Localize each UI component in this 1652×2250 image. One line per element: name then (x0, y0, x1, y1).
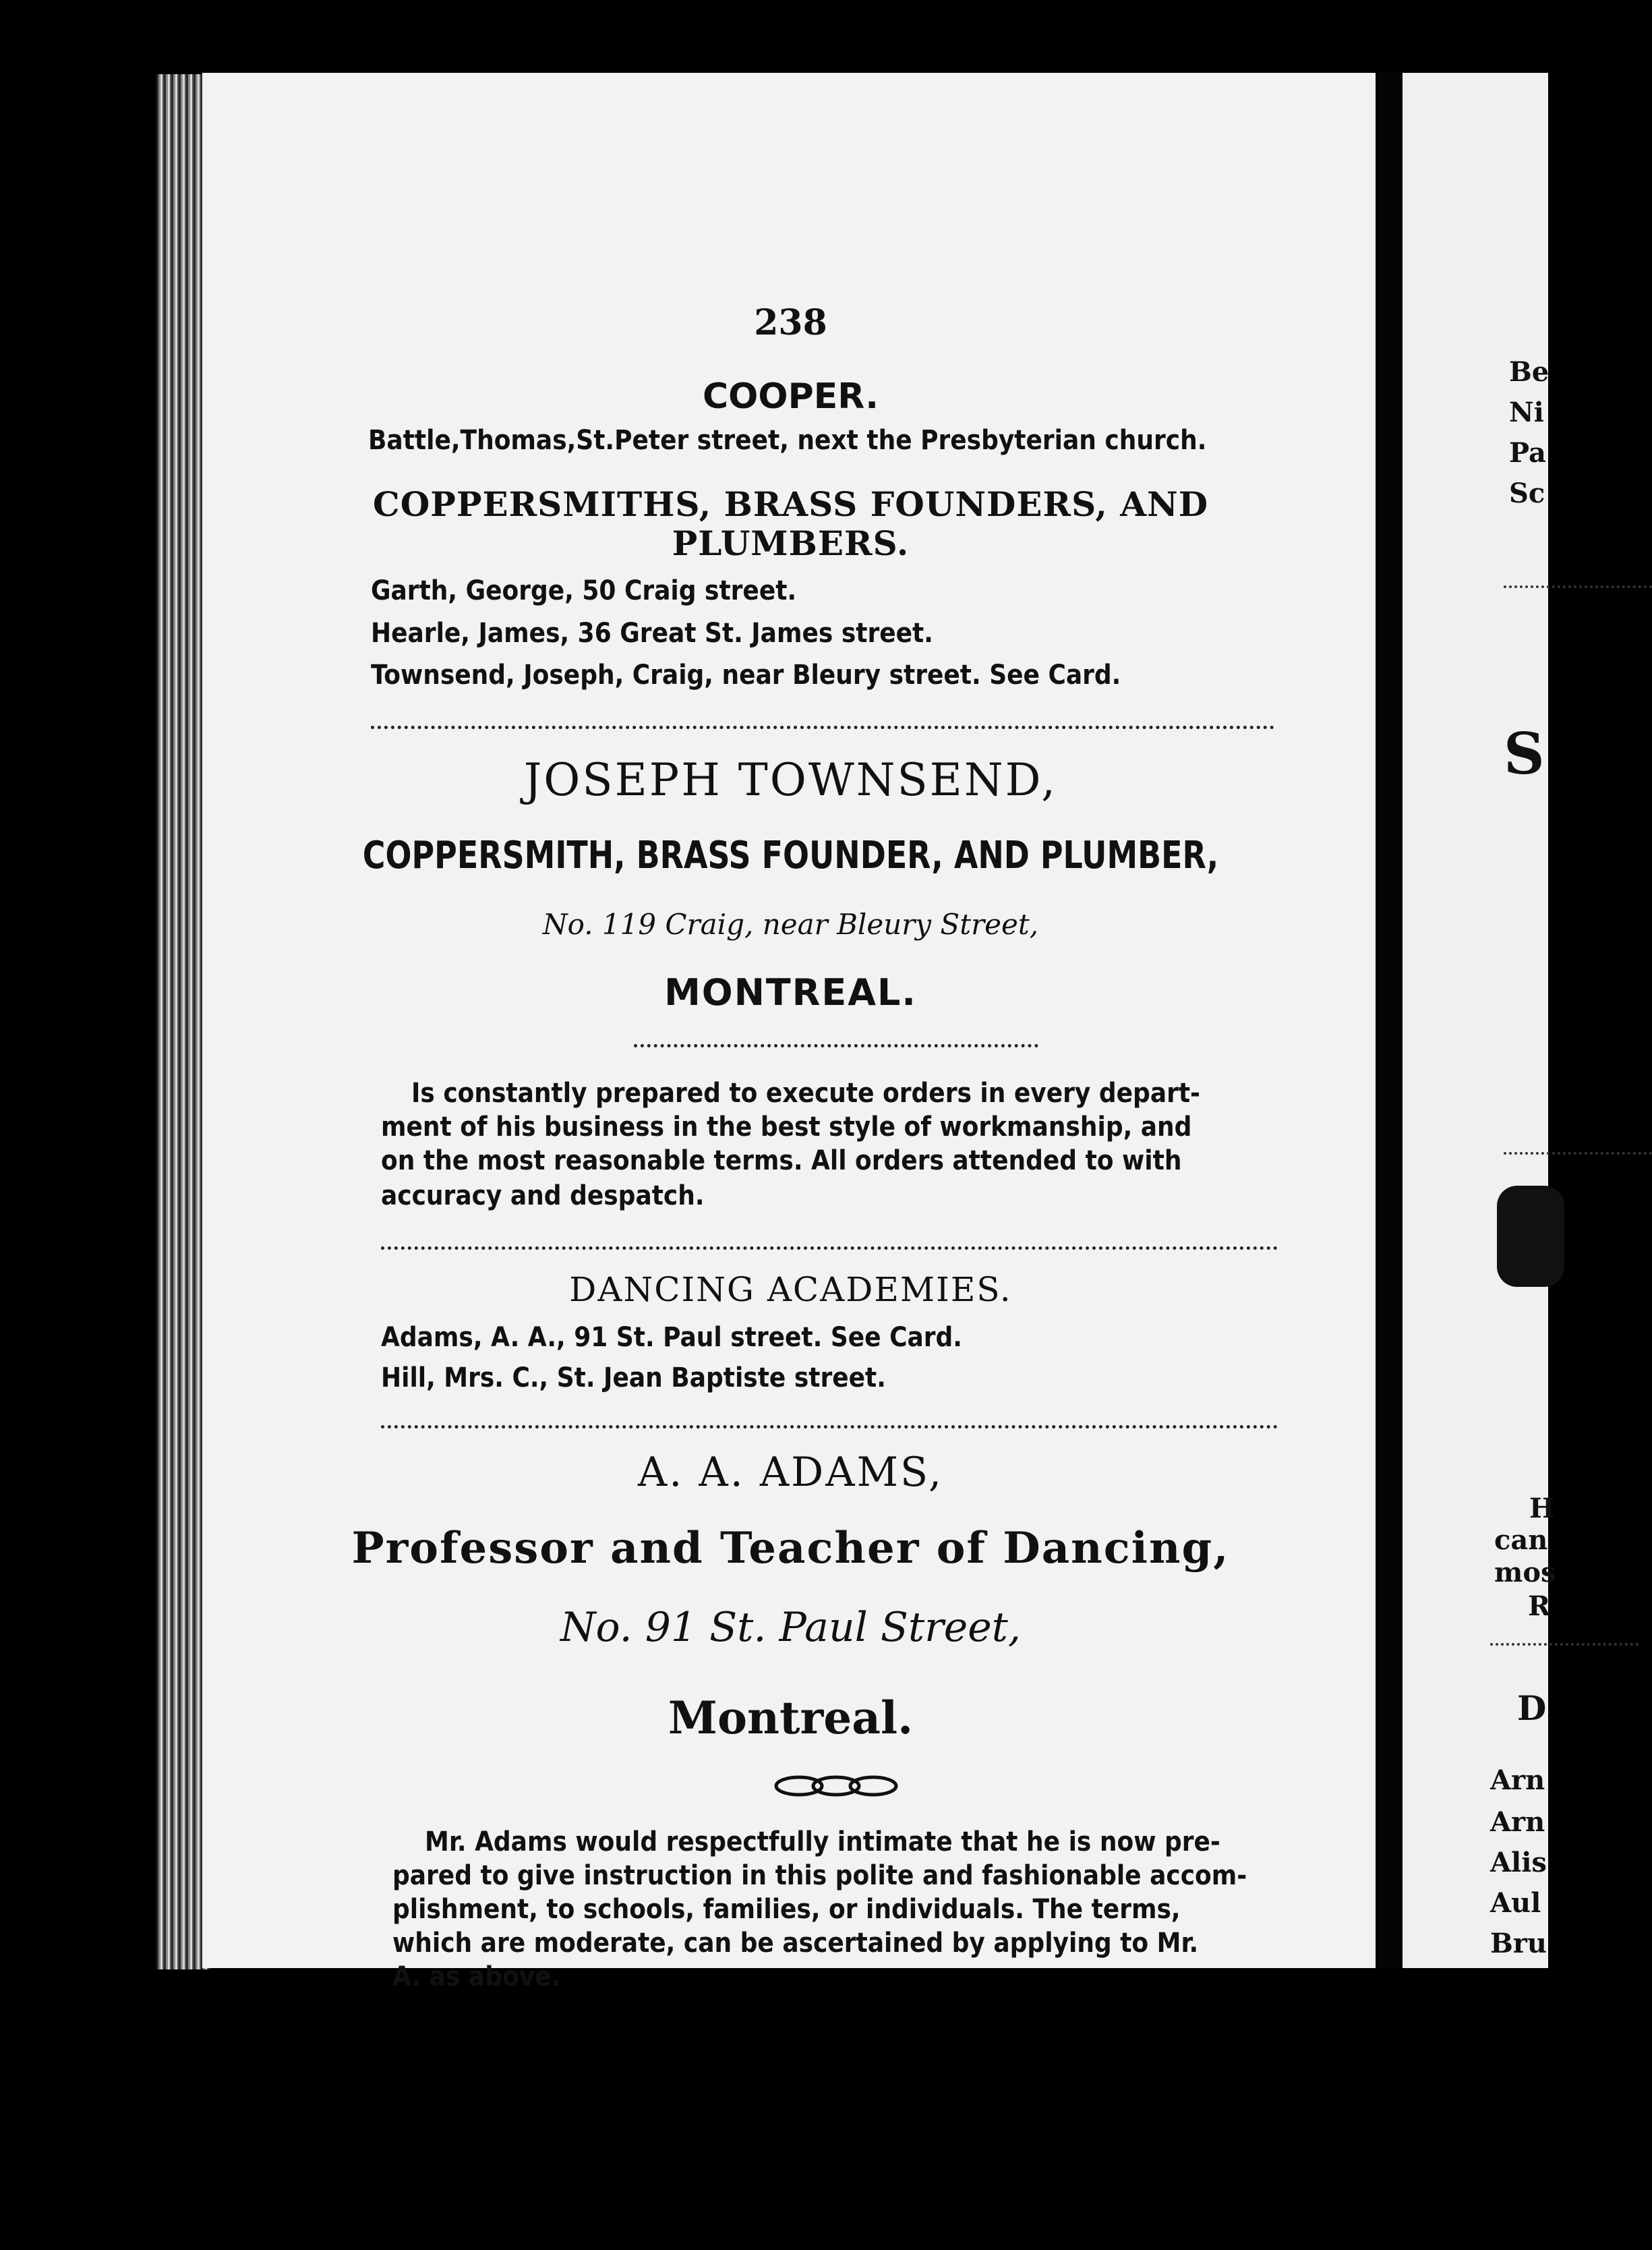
adams-city: Montreal. (668, 1692, 914, 1744)
facing-rule (1504, 585, 1652, 588)
adams-name: A. A. ADAMS, (637, 1449, 944, 1496)
dancing-entry: Hill, Mrs. C., St. Jean Baptiste street. (381, 1362, 886, 1393)
dancing-entry: Adams, A. A., 91 St. Paul street. See Card. (381, 1322, 962, 1353)
townsend-body-line: ment of his business in the best style of workmanship, and (381, 1112, 1192, 1143)
adams-body-line: pared to give instruction in this polite and fashionable accom- (392, 1860, 1247, 1891)
facing-fragment: S (1504, 720, 1545, 787)
facing-fragment: mos (1494, 1557, 1556, 1588)
page-number: 238 (754, 302, 827, 343)
section-rule (381, 1425, 1278, 1429)
coppersmith-entry: Townsend, Joseph, Craig, near Bleury street. See Card. (371, 660, 1121, 691)
adams-body-line: Mr. Adams would respectfully intimate that he is now pre- (425, 1826, 1220, 1857)
townsend-address: No. 119 Craig, near Bleury Street, (542, 908, 1039, 941)
facing-fragment: Be (1509, 356, 1550, 388)
facing-fragment: can (1494, 1524, 1548, 1556)
heading-coppersmiths: COPPERSMITHS, BRASS FOUNDERS, AND (372, 484, 1209, 524)
facing-fragment: H (1529, 1493, 1555, 1524)
townsend-body-line: Is constantly prepared to execute orders in every depart- (411, 1078, 1200, 1109)
facing-rule (1490, 1643, 1639, 1646)
facing-fragment: Sc (1509, 478, 1545, 509)
cooper-entry: Battle,Thomas,St.Peter street, next the Presbyterian church. (368, 425, 1207, 456)
ornament-divider (772, 1772, 900, 1799)
section-rule (371, 726, 1274, 729)
facing-ornament (1497, 1186, 1564, 1287)
townsend-trade: COPPERSMITH, BRASS FOUNDER, AND PLUMBER, (362, 834, 1219, 877)
heading-cooper: COOPER. (703, 376, 879, 417)
facing-fragment: Bru (1490, 1928, 1547, 1959)
section-rule (381, 1246, 1278, 1250)
townsend-city: MONTREAL. (664, 971, 917, 1014)
facing-fragment: Alis (1490, 1847, 1547, 1878)
ad-rule (634, 1044, 1038, 1047)
townsend-name: JOSEPH TOWNSEND, (523, 754, 1058, 806)
facing-fragment: R (1528, 1590, 1551, 1622)
facing-fragment: Ni (1509, 397, 1544, 428)
adams-body-line: plishment, to schools, families, or individuals. The terms, (392, 1894, 1181, 1925)
adams-title: Professor and Teacher of Dancing, (351, 1523, 1230, 1574)
facing-page (1403, 73, 1556, 1968)
facing-fragment: Pa (1509, 437, 1546, 469)
townsend-body-line: accuracy and despatch. (381, 1180, 705, 1211)
adams-address: No. 91 St. Paul Street, (560, 1604, 1021, 1651)
book-page (202, 73, 1379, 1992)
adams-body-line: which are moderate, can be ascertained by applying to Mr. (392, 1928, 1199, 1959)
townsend-body-line: on the most reasonable terms. All orders attended to with (381, 1145, 1182, 1176)
coppersmith-entry: Hearle, James, 36 Great St. James street. (371, 618, 933, 649)
facing-fragment: D (1517, 1688, 1547, 1728)
facing-fragment: Arn (1490, 1764, 1545, 1796)
heading-coppersmiths-line2: PLUMBERS. (672, 523, 910, 563)
facing-fragment: Arn (1490, 1806, 1545, 1838)
heading-dancing: DANCING ACADEMIES. (569, 1270, 1012, 1309)
facing-rule (1504, 1152, 1652, 1155)
adams-body-line: A. as above. (392, 1961, 561, 1992)
facing-fragment: Aul (1490, 1887, 1541, 1919)
coppersmith-entry: Garth, George, 50 Craig street. (371, 575, 797, 606)
